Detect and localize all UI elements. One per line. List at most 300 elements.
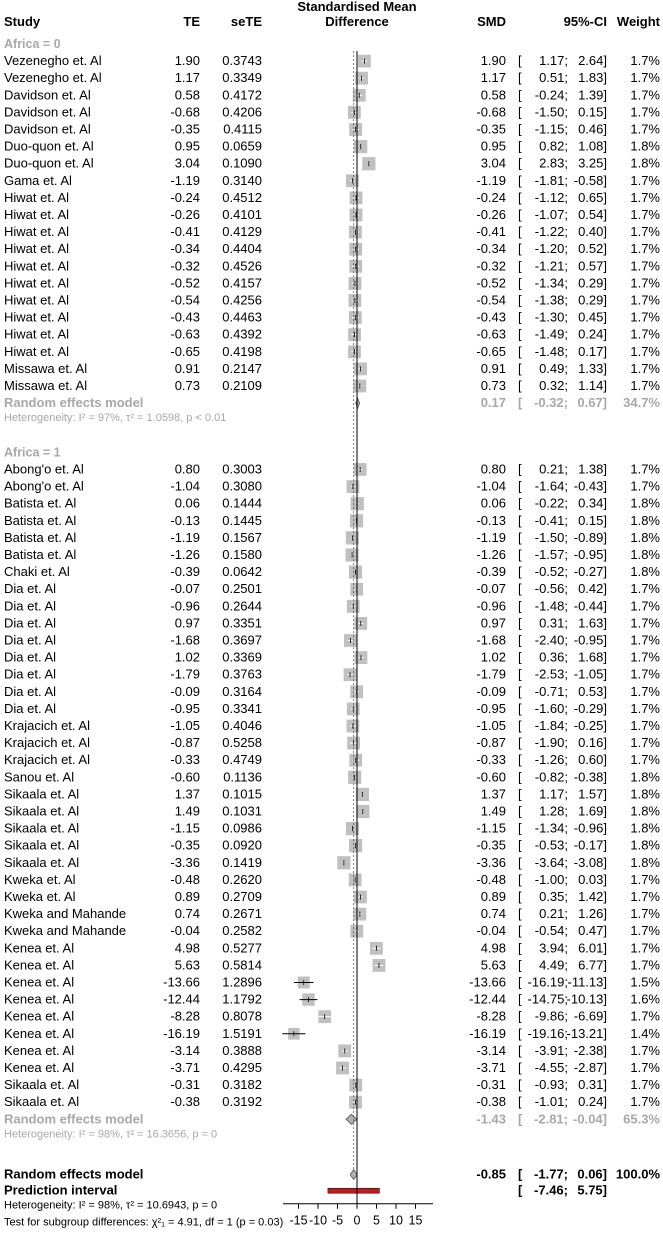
ci-upper: -0.44] — [573, 598, 607, 614]
smd-value: -0.35 — [476, 121, 506, 137]
study-name: Batista et. Al — [4, 512, 77, 528]
ci-value — [518, 957, 607, 972]
te-value: -0.32 — [170, 258, 200, 274]
sete-value: 0.5814 — [222, 957, 262, 973]
weight-value: 1.7% — [630, 700, 660, 716]
ci-bracket-open: [ — [518, 155, 522, 171]
ci-upper: 0.34] — [578, 495, 607, 511]
smd-value: -3.71 — [476, 1060, 506, 1075]
ci-value — [518, 1043, 607, 1058]
study-name: Hiwat et. Al — [4, 343, 70, 359]
ci-bracket-open: [ — [518, 326, 522, 342]
ci-bracket-open: [ — [518, 906, 522, 922]
study-name: Kweka and Mahande — [4, 923, 127, 939]
weight-value: 1.8% — [630, 564, 660, 580]
ci-upper: 1.38] — [578, 461, 607, 477]
ci-lower: -0.54; — [534, 923, 568, 939]
ci-lower: -0.82; — [534, 769, 568, 785]
sete-value: 0.3182 — [222, 1077, 262, 1093]
te-value: -1.19 — [170, 172, 200, 188]
ci-value — [518, 327, 607, 342]
smd-value: -0.04 — [476, 923, 506, 939]
weight-value: 1.7% — [630, 889, 660, 904]
te-value: -0.52 — [170, 275, 200, 291]
ci-upper: 0.53] — [578, 683, 607, 699]
study-name: Abong'o et. Al — [4, 478, 84, 494]
ci-value — [518, 104, 607, 119]
smd-value: 1.37 — [480, 786, 506, 802]
ci-upper: 0.46] — [578, 121, 607, 137]
ci-value — [518, 855, 607, 870]
sete-value: 0.1031 — [222, 803, 262, 819]
smd-value: -0.43 — [476, 309, 506, 325]
sete-value: 0.3697 — [222, 632, 262, 648]
weight-value: 1.8% — [630, 786, 660, 802]
sete-value: 0.4046 — [222, 718, 262, 733]
ci-bracket-open: [ — [518, 1025, 522, 1041]
ci-lower: -1.50; — [534, 529, 568, 545]
weight-value: 1.7% — [630, 326, 660, 342]
study-name: Sikaala et. Al — [4, 820, 80, 836]
ci-value — [518, 1077, 607, 1092]
weight-value: 1.8% — [630, 495, 660, 511]
ci-upper: 0.15] — [578, 104, 607, 120]
sete-value: 0.4256 — [222, 292, 262, 308]
te-value: -0.60 — [170, 769, 200, 785]
study-name: Dia et. Al — [4, 700, 57, 716]
x-axis-tick-label: 5 — [373, 1213, 380, 1228]
te-value: -12.44 — [163, 991, 200, 1007]
ci-value — [518, 667, 607, 682]
study-name: Kenea et. Al — [4, 1025, 75, 1041]
ci-upper: -1.05] — [573, 666, 607, 682]
te-value: -0.65 — [170, 343, 200, 359]
ci-upper: 1.33] — [578, 360, 607, 376]
ci-value — [518, 615, 607, 630]
weight-value: 1.7% — [630, 581, 660, 597]
ci-value — [518, 496, 607, 511]
te-value: -8.28 — [170, 1008, 200, 1024]
ci-value — [518, 633, 607, 648]
sete-value: 0.4392 — [222, 326, 262, 342]
ci-upper: 1.63] — [578, 615, 607, 631]
sete-value: 0.2671 — [222, 906, 262, 922]
ci-upper: 0.17] — [578, 343, 607, 359]
sete-value: 0.3341 — [222, 700, 262, 716]
te-value: 0.74 — [174, 906, 200, 922]
subgroup-summary-smd: -1.43 — [476, 1111, 506, 1127]
weight-value: 1.7% — [630, 752, 660, 768]
ci-upper: 0.24] — [578, 326, 607, 342]
te-value: 1.90 — [174, 53, 200, 69]
smd-value: 1.49 — [480, 803, 506, 819]
ci-value — [518, 310, 607, 325]
ci-bracket-open: [ — [518, 138, 522, 154]
sete-value: 0.4129 — [222, 224, 262, 240]
sete-value: 0.2620 — [222, 871, 262, 887]
ci-upper: -0.43] — [573, 478, 607, 494]
study-name: Duo-quon et. Al — [4, 138, 94, 154]
ci-value — [518, 275, 607, 290]
ci-lower: 4.49; — [539, 957, 568, 973]
ci-lower: -1.20; — [534, 241, 568, 257]
ci-lower: -1.57; — [534, 547, 568, 562]
ci-bracket-open: [ — [518, 495, 522, 511]
subgroup-heterogeneity: Heterogeneity: I² = 97%, τ² = 1.0598, p < 0.01 — [4, 412, 227, 425]
te-value: -0.33 — [170, 752, 200, 768]
smd-value: 5.63 — [480, 957, 506, 973]
ci-lower: -1.64; — [534, 478, 568, 494]
ci-bracket-open: [ — [518, 564, 522, 580]
ci-upper: 1.69] — [578, 803, 607, 819]
ci-upper: 0.52] — [578, 241, 607, 257]
weight-value: 1.8% — [630, 547, 660, 562]
sete-value: 0.3080 — [222, 478, 262, 494]
ci-value — [518, 87, 607, 102]
ci-bracket-open: [ — [518, 1111, 523, 1127]
ci-lower: -1.30; — [534, 309, 568, 325]
ci-lower: -1.01; — [534, 1094, 568, 1110]
prediction-label: Prediction interval — [4, 1182, 118, 1198]
ci-lower: -1.00; — [534, 871, 568, 887]
ci-bracket-open: [ — [518, 529, 522, 545]
smd-value: -0.48 — [476, 871, 506, 887]
weight-value: 1.8% — [630, 820, 660, 836]
te-value: 0.91 — [174, 360, 200, 376]
smd-value: -0.26 — [476, 207, 506, 222]
sete-value: 0.0920 — [222, 837, 262, 853]
ci-value — [518, 684, 607, 699]
smd-value: 0.06 — [480, 495, 506, 511]
smd-value: -1.68 — [476, 632, 506, 648]
te-value: -1.05 — [170, 718, 200, 733]
ci-lower: 1.17; — [539, 786, 568, 802]
weight-value: 1.7% — [630, 1060, 660, 1075]
study-name: Hiwat et. Al — [4, 241, 70, 257]
study-name: Batista et. Al — [4, 547, 77, 562]
te-value: -1.15 — [170, 820, 200, 836]
header-weight: Weight — [616, 14, 660, 29]
ci-value — [518, 530, 607, 545]
overall-diamond — [350, 1170, 357, 1180]
weight-value: 1.7% — [630, 718, 660, 733]
smd-value: 0.80 — [480, 461, 506, 477]
ci-upper: -13.21] — [566, 1025, 607, 1041]
weight-value: 1.7% — [630, 70, 660, 86]
te-value: -16.19 — [163, 1025, 200, 1041]
subgroup-heterogeneity: Heterogeneity: I² = 98%, τ² = 16.3656, p = 0 — [4, 1128, 218, 1141]
ci-upper: -11.13] — [567, 974, 607, 990]
ci-lower: -1.22; — [534, 224, 568, 240]
smd-value: -0.39 — [476, 564, 506, 580]
study-name: Hiwat et. Al — [4, 309, 70, 325]
ci-lower: -1.34; — [534, 275, 568, 291]
ci-upper: 0.65] — [578, 189, 607, 205]
ci-lower: 0.31; — [539, 615, 568, 631]
ci-bracket-open: [ — [518, 1060, 522, 1075]
ci-bracket-open: [ — [518, 87, 522, 103]
smd-value: 0.73 — [480, 378, 506, 393]
prediction-bar — [328, 1188, 380, 1193]
ci-bracket-open: [ — [518, 632, 522, 648]
te-value: -13.66 — [163, 974, 200, 990]
ci-lower: 0.49; — [539, 360, 568, 376]
weight-value: 1.7% — [630, 207, 660, 222]
ci-upper: -10.13] — [566, 991, 607, 1007]
smd-value: -16.19 — [469, 1025, 506, 1041]
ci-value — [518, 1026, 607, 1041]
study-name: Kenea et. Al — [4, 1008, 75, 1024]
ci-bracket-open: [ — [518, 786, 522, 802]
ci-upper: 0.29] — [578, 275, 607, 291]
ci-upper: 1.39] — [578, 87, 607, 103]
weight-value: 1.7% — [630, 292, 660, 308]
sete-value: 0.4157 — [222, 275, 262, 291]
smd-value: -0.41 — [476, 224, 506, 240]
subgroup-summary-weight: 65.3% — [623, 1111, 660, 1127]
footer-heterogeneity: Heterogeneity: I² = 98%, τ² = 10.6943, p = 0 — [4, 1199, 218, 1212]
te-value: 1.49 — [174, 803, 200, 819]
ci-bracket-open: [ — [518, 991, 522, 1007]
weight-value: 1.7% — [630, 104, 660, 120]
ci-upper: 3.25] — [578, 155, 607, 171]
ci-upper: -2.87] — [573, 1060, 607, 1075]
ci-bracket-open: [ — [518, 1077, 522, 1093]
te-value: -0.54 — [170, 292, 200, 308]
te-value: -0.38 — [170, 1094, 200, 1110]
ci-value — [518, 940, 607, 955]
study-name: Dia et. Al — [4, 666, 57, 682]
ci-upper: 0.03] — [578, 871, 607, 887]
weight-value: 1.7% — [630, 360, 660, 376]
ci-upper: 0.57] — [578, 258, 607, 274]
weight-value: 1.7% — [630, 906, 660, 922]
smd-value: -0.32 — [476, 258, 506, 274]
weight-value: 1.7% — [630, 632, 660, 648]
x-axis-tick-label: 0 — [353, 1213, 361, 1228]
ci-upper: 0.06] — [577, 1166, 607, 1182]
study-name: Dia et. Al — [4, 581, 57, 597]
study-name: Chaki et. Al — [4, 564, 70, 580]
ci-lower: 3.94; — [539, 940, 568, 956]
weight-value: 1.7% — [630, 172, 660, 188]
ci-upper: -0.27] — [573, 564, 607, 580]
study-name: Batista et. Al — [4, 529, 77, 545]
weight-value: 1.4% — [630, 1025, 660, 1041]
smd-value: 0.91 — [480, 360, 506, 376]
study-name: Sikaala et. Al — [4, 837, 80, 853]
sete-value: 0.3888 — [222, 1042, 262, 1058]
ci-lower: 0.36; — [539, 649, 568, 665]
ci-bracket-open: [ — [518, 1094, 522, 1110]
ci-bracket-open: [ — [518, 292, 522, 308]
study-name: Sikaala et. Al — [4, 1077, 80, 1093]
ci-bracket-open: [ — [518, 378, 522, 393]
ci-value — [518, 53, 607, 68]
ci-lower: -0.56; — [534, 581, 568, 597]
ci-lower: -2.81; — [534, 1111, 568, 1127]
sete-value: 1.1792 — [222, 991, 262, 1007]
te-value: -0.48 — [170, 871, 200, 887]
ci-upper: 0.15] — [578, 512, 607, 528]
weight-value: 1.7% — [630, 275, 660, 291]
sete-value: 0.2147 — [222, 360, 262, 376]
study-name: Gama et. Al — [4, 172, 72, 188]
ci-value — [518, 821, 607, 836]
smd-value: -3.36 — [476, 854, 506, 870]
subgroup-summary-ci — [518, 1111, 607, 1126]
sete-value: 0.1419 — [222, 854, 262, 870]
weight-value: 1.7% — [630, 461, 660, 477]
smd-value: -1.79 — [476, 666, 506, 682]
te-value: -0.35 — [170, 121, 200, 137]
ci-bracket-open: [ — [518, 189, 522, 205]
weight-value: 1.7% — [630, 87, 660, 103]
study-name: Krajacich et. Al — [4, 735, 90, 751]
ci-value — [518, 293, 607, 308]
ci-bracket-open: [ — [518, 512, 522, 528]
smd-value: -0.07 — [476, 581, 506, 597]
subgroup-summary-label: Random effects model — [4, 395, 144, 411]
ci-value — [518, 173, 607, 188]
te-value: -0.96 — [170, 598, 200, 614]
subgroup-summary-weight: 34.7% — [623, 395, 660, 411]
ci-value — [518, 156, 607, 171]
ci-bracket-open: [ — [518, 974, 522, 990]
prediction-row — [4, 1183, 117, 1198]
te-value: -3.71 — [170, 1060, 200, 1075]
subgroup-summary-label: Random effects model — [4, 1111, 144, 1127]
te-value: -0.39 — [170, 564, 200, 580]
ci-lower: -16.19; — [527, 974, 568, 990]
ci-value — [518, 1060, 607, 1075]
overall-smd: -0.85 — [476, 1166, 506, 1182]
ci-upper: 0.42] — [578, 581, 607, 597]
sete-value: 0.4404 — [222, 241, 262, 257]
ci-lower: -0.53; — [534, 837, 568, 853]
ci-bracket-open: [ — [518, 649, 522, 665]
study-name: Sikaala et. Al — [4, 1094, 80, 1110]
sete-value: 0.4526 — [222, 258, 262, 274]
ci-upper: -6.69] — [573, 1008, 607, 1024]
sete-value: 0.0642 — [222, 564, 262, 580]
sete-value: 0.3763 — [222, 666, 262, 682]
te-value: -1.79 — [170, 666, 200, 682]
smd-value: 0.58 — [480, 87, 506, 103]
sete-value: 0.4198 — [222, 343, 262, 359]
ci-upper: 0.31] — [578, 1077, 607, 1093]
header-smd-line1: Standardised Mean — [297, 0, 417, 14]
weight-value: 1.7% — [630, 53, 660, 69]
study-name: Kweka and Mahande — [4, 906, 127, 922]
study-name: Kenea et. Al — [4, 957, 75, 973]
study-name: Davidson et. Al — [4, 87, 91, 103]
weight-value: 1.7% — [630, 598, 660, 614]
smd-value: -0.09 — [476, 683, 506, 699]
sete-value: 0.4512 — [222, 189, 262, 205]
ci-lower: -2.40; — [534, 632, 568, 648]
sete-value: 0.4295 — [222, 1060, 262, 1075]
ci-lower: 1.28; — [539, 803, 568, 819]
sete-value: 0.3369 — [222, 649, 262, 665]
weight-value: 1.7% — [630, 1008, 660, 1024]
ci-lower: -0.52; — [534, 564, 568, 580]
subgroup-summary-smd: 0.17 — [480, 395, 506, 411]
ci-value — [518, 1009, 607, 1024]
ci-bracket-open: [ — [518, 871, 522, 887]
x-axis-tick-label: 10 — [389, 1213, 403, 1228]
weight-value: 1.7% — [630, 957, 660, 973]
te-value: -0.68 — [170, 104, 200, 120]
ci-lower: -0.93; — [534, 1077, 568, 1093]
ci-lower: -0.24; — [534, 87, 568, 103]
te-value: 0.58 — [174, 87, 200, 103]
te-value: -1.68 — [170, 632, 200, 648]
study-name: Sikaala et. Al — [4, 786, 80, 802]
study-name: Hiwat et. Al — [4, 207, 70, 222]
ci-lower: -1.84; — [534, 718, 568, 733]
ci-upper: -0.95] — [573, 632, 607, 648]
weight-value: 1.7% — [630, 940, 660, 956]
smd-value: -0.31 — [476, 1077, 506, 1093]
sete-value: 0.3140 — [222, 172, 262, 188]
ci-value — [518, 718, 607, 733]
study-name: Sanou et. Al — [4, 769, 75, 785]
te-value: -0.26 — [170, 207, 200, 222]
weight-value: 1.7% — [630, 224, 660, 240]
ci-value — [518, 122, 607, 137]
ci-upper: 0.29] — [578, 292, 607, 308]
ci-bracket-open: [ — [518, 615, 522, 631]
ci-upper: 1.14] — [578, 378, 607, 393]
smd-value: 0.97 — [480, 615, 506, 631]
sete-value: 0.2644 — [222, 598, 262, 614]
weight-value: 1.7% — [630, 478, 660, 494]
smd-value: 0.89 — [480, 889, 506, 904]
study-name: Kenea et. Al — [4, 974, 75, 990]
ci-upper: -0.17] — [573, 837, 607, 853]
ci-bracket-open: [ — [518, 666, 522, 682]
ci-bracket-open: [ — [518, 923, 522, 939]
weight-value: 1.8% — [630, 803, 660, 819]
ci-value — [518, 1094, 607, 1109]
smd-value: -0.95 — [476, 700, 506, 716]
ci-value — [518, 547, 607, 562]
te-value: -0.31 — [170, 1077, 200, 1093]
sete-value: 0.3003 — [222, 461, 262, 477]
ci-lower: -0.32; — [534, 395, 568, 411]
ci-value — [518, 804, 607, 819]
x-axis-tick-label: -15 — [289, 1213, 308, 1228]
ci-bracket-open: [ — [518, 121, 522, 137]
te-value: 5.63 — [174, 957, 200, 973]
smd-value: -0.34 — [476, 241, 506, 257]
weight-value: 1.8% — [630, 529, 660, 545]
sete-value: 0.4172 — [222, 87, 262, 103]
ci-lower: -14.75; — [527, 991, 568, 1007]
weight-value: 1.7% — [630, 343, 660, 359]
smd-value: -0.87 — [476, 735, 506, 751]
x-axis-tick-label: 15 — [408, 1213, 423, 1228]
weight-value: 1.7% — [630, 649, 660, 665]
te-value: -0.13 — [170, 512, 200, 528]
study-name: Dia et. Al — [4, 615, 57, 631]
te-value: -0.41 — [170, 224, 200, 240]
header-study: Study — [4, 14, 41, 29]
ci-bracket-open: [ — [518, 395, 523, 411]
ci-value — [518, 70, 607, 85]
te-value: 1.37 — [174, 786, 200, 802]
